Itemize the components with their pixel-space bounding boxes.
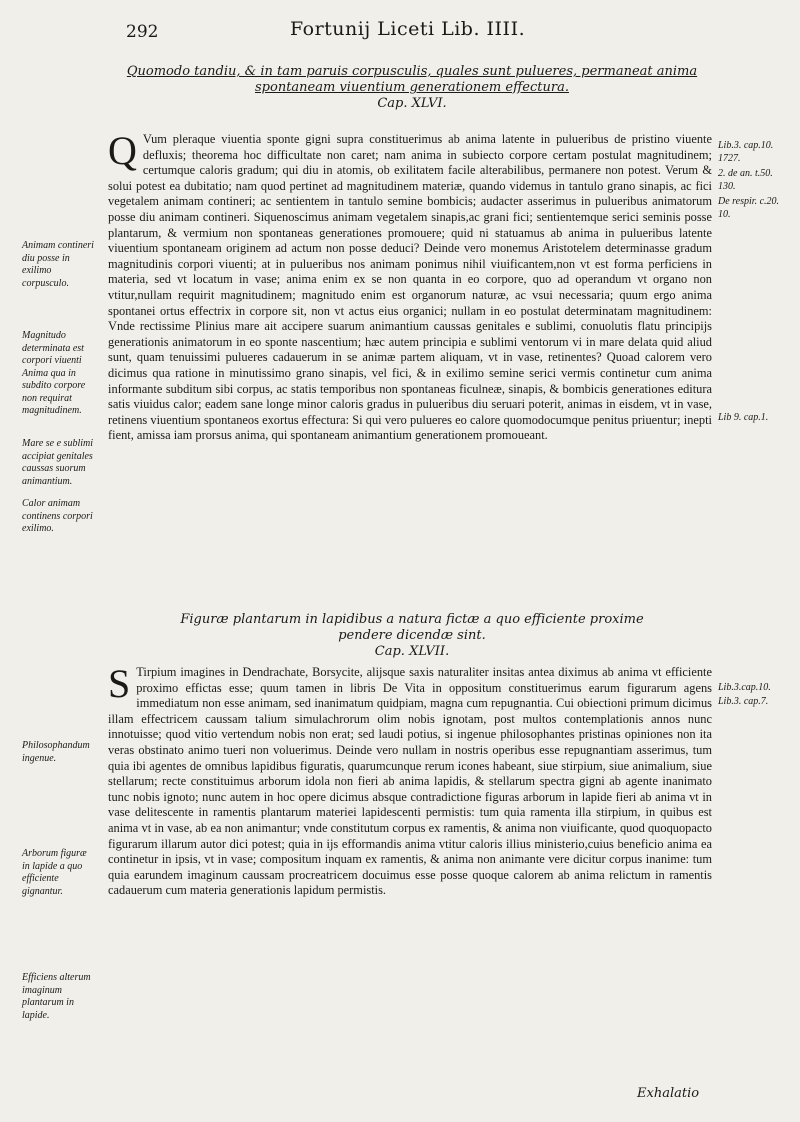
running-title: Fortunij Liceti Lib. IIII. xyxy=(290,18,526,40)
margin-note-right: Lib.3. cap.7. xyxy=(718,696,769,707)
chapter-47-heading-line2: pendere dicendæ sint. xyxy=(338,628,486,643)
chapter-47-dropcap: S xyxy=(108,661,131,706)
chapter-47-text: Tirpium imagines in Dendrachate, Borsycite, alijsque saxis naturaliter insitas antea diximus ab anima vt efficiente proximo effictas esse; quum tamen in libris De Vita in oppositum constituerimus earum figurarum agens immediatum non esse animam, sed inanimatum quidpiam, magna cum repugnantia. Cui obiectioni primum dicimus illam effectricem caussam talium simulachrorum olim nobis ignotam, post multos contemplationis annos nunc innotuisse; quod vitio vertendum nobis non erat; sed laudi potius, si ingenue philosophantes pristinas opiniones non ita veras obstinato animo tueri non voluerimus. Deinde vero nullam in nostris operibus esse repugnantiam asserimus, tum quia ibi agentes de omnibus lapidibus figuratis, quarumcunque rerum icones habeant, siue stirpium, siue animalium, siue stellarum; recte constituimus arborum idola non fieri ab anima lapidis, & stellarum spectra gigni ab agente inanimato tunc nobis ignoto; nunc autem in hoc opere dicimus absque contradictione figuras arborum in lapide fieri ab anima vt in vase delitescente in ramentis plantarum materiei lapidescenti permistis: tum quia ramenta illa stirpium, in quibus est anima vt in vase, ab ea non animantur; vnde constitutum corpus ex ramentis, & anima non viuificante, quod quoquopacto figurarum illarum autor dici potest; quia in ijs efformandis anima vtitur caloris illius ministerio,cuius beneficio anima ea continetur in ipsis, vt in vase; compositum inquam ex ramentis, & anima non animante vere dicitur corpus inanime: tum quia earundem imaginum caussam procreatricem docuimus esse posse quoque calorem ab anima relictum in ramentis cadauerum cum materia generationis lapidum permistis. xyxy=(108,665,712,898)
catchword: Exhalatio xyxy=(637,1086,700,1101)
chapter-46-body xyxy=(108,128,712,600)
margin-note-left: Arborum figuræ in lapide a quo efficiente gignantur. xyxy=(22,848,87,897)
margin-note-right: Lib 9. cap.1. xyxy=(718,412,769,423)
chapter-47-body xyxy=(108,661,712,1015)
chapter-46-text: Vum pleraque viuentia sponte gigni supra constituerimus ab anima latente in pulueribus de pristino viuente defluxis; theorema hoc difficultate non caret; nam anima in subiecto corpore certam postulat magnitudinem; certumque caloris gradum; qui diu in atomis, ob exilitatem facile alterabilibus, permanere non potest. Verum & solui potest ea dubitatio; nam quod pertinet ad magnitudinem materiæ, quando videmus in tantulo grano sinapis, ac fici vegetalem animam contineri; ac sentientem in tantulo semine bombicis; audacter asserimus in pulueribus animatorum posse diu animam contineri. Siquenoscimus animam vegetalem sinapis,ac grani fici; sentientemque serici seminis posse plantarum, & vermium non spontaneas generationes promouere; quid ni statuamus ab anima in pulueribus latente viuentium spontaneam originem ad actum non posse deduci? Deinde vero monemus Aristotelem determinasse gradum magnitudinis corpori viuenti; at in pulueribus nos animam ponimus nihil viuificantem,non vt est forma perficiens in materia, sed vt locatum in vase; anima enim ex se non quanta in eo corpore, quo ad operandum vt organo non vtitur,nullam requirit magnitudinem; magnitudo enim est organorum naturæ, ac vsui necessaria; quum ergo anima spontanei ortus effectrix in corpore sit, non vt actus eius organici; nullam in eo postulat determinatam magnitudinem: Vnde rectissime Plinius mare ait accipere suarum animantium caussas genitales e sublimi, conuolutis flatu principijs generationis animatorum in eo sponte nascentium; hæc autem principia e sublimi ventorum vi in mare delata quid aliud sunt, quam tenuissimi pulueres cadauerum in se animæ partem aliquam, vt in vase, retinentes? Quoad calorem vero dicimus qua ratione in minutissimo grano sinapis, vel fici, & in exilimo semine serici vermis continetur cum anima informante subditum sibi corpus, ac statis temporibus non spontaneas ficulneæ, sinapis, & bombicis generationes editura satis viuidus calor; eadem sane longe minor caloris gradus in pulueribus diu seruari poterit, animas in eisdem, vt in vase, retinens viuentium spontaneos exortus effectura: Si qui vero pulueres eo calore quomodocumque penitus priuentur; inepti fient, amissa iam prorsus anima, qui spontaneam animantium generationem promoueant. xyxy=(108,132,712,443)
chapter-46-dropcap: Q xyxy=(108,128,137,173)
margin-note-left: Magnitudo determinata est corpori viuenti Anima qua in subdito corpore non requirat magnitudinem. xyxy=(22,330,86,416)
margin-note-left: Animam contineri diu posse in exilimo corpusculo. xyxy=(22,240,94,289)
margin-note-left: Philosophandum ingenue. xyxy=(22,740,90,764)
chapter-47-label: Cap. XLVII. xyxy=(374,644,450,659)
margin-note-left: Calor animam continens corpori exilimo. xyxy=(22,498,93,534)
margin-note-right: 2. de an. t.50. 130. xyxy=(718,168,773,192)
chapter-47-heading-line1: Figuræ plantarum in lapidibus a natura fictæ a quo efficiente proxime xyxy=(180,612,644,627)
chapter-47-heading xyxy=(112,612,712,660)
chapter-46-heading-line1: Quomodo tandiu, & in tam paruis corpusculis, quales sunt pulueres, permaneat anima xyxy=(126,64,698,79)
chapter-46-label: Cap. XLVI. xyxy=(377,96,447,111)
margin-note-right: Lib.3.cap.10. xyxy=(718,682,771,693)
chapter-46-heading xyxy=(112,64,712,112)
chapter-46-heading-line2: spontaneam viuentium generationem effectura. xyxy=(255,80,569,95)
margin-note-left: Mare se e sublimi accipiat genitales caussas suorum animantium. xyxy=(22,438,94,487)
margin-note-right: De respir. c.20. 10. xyxy=(718,196,780,220)
margin-note-right: Lib.3. cap.10. 1727. xyxy=(718,140,774,164)
margin-note-left: Efficiens alterum imaginum plantarum in lapide. xyxy=(22,972,91,1021)
page-number: 292 xyxy=(126,22,159,42)
